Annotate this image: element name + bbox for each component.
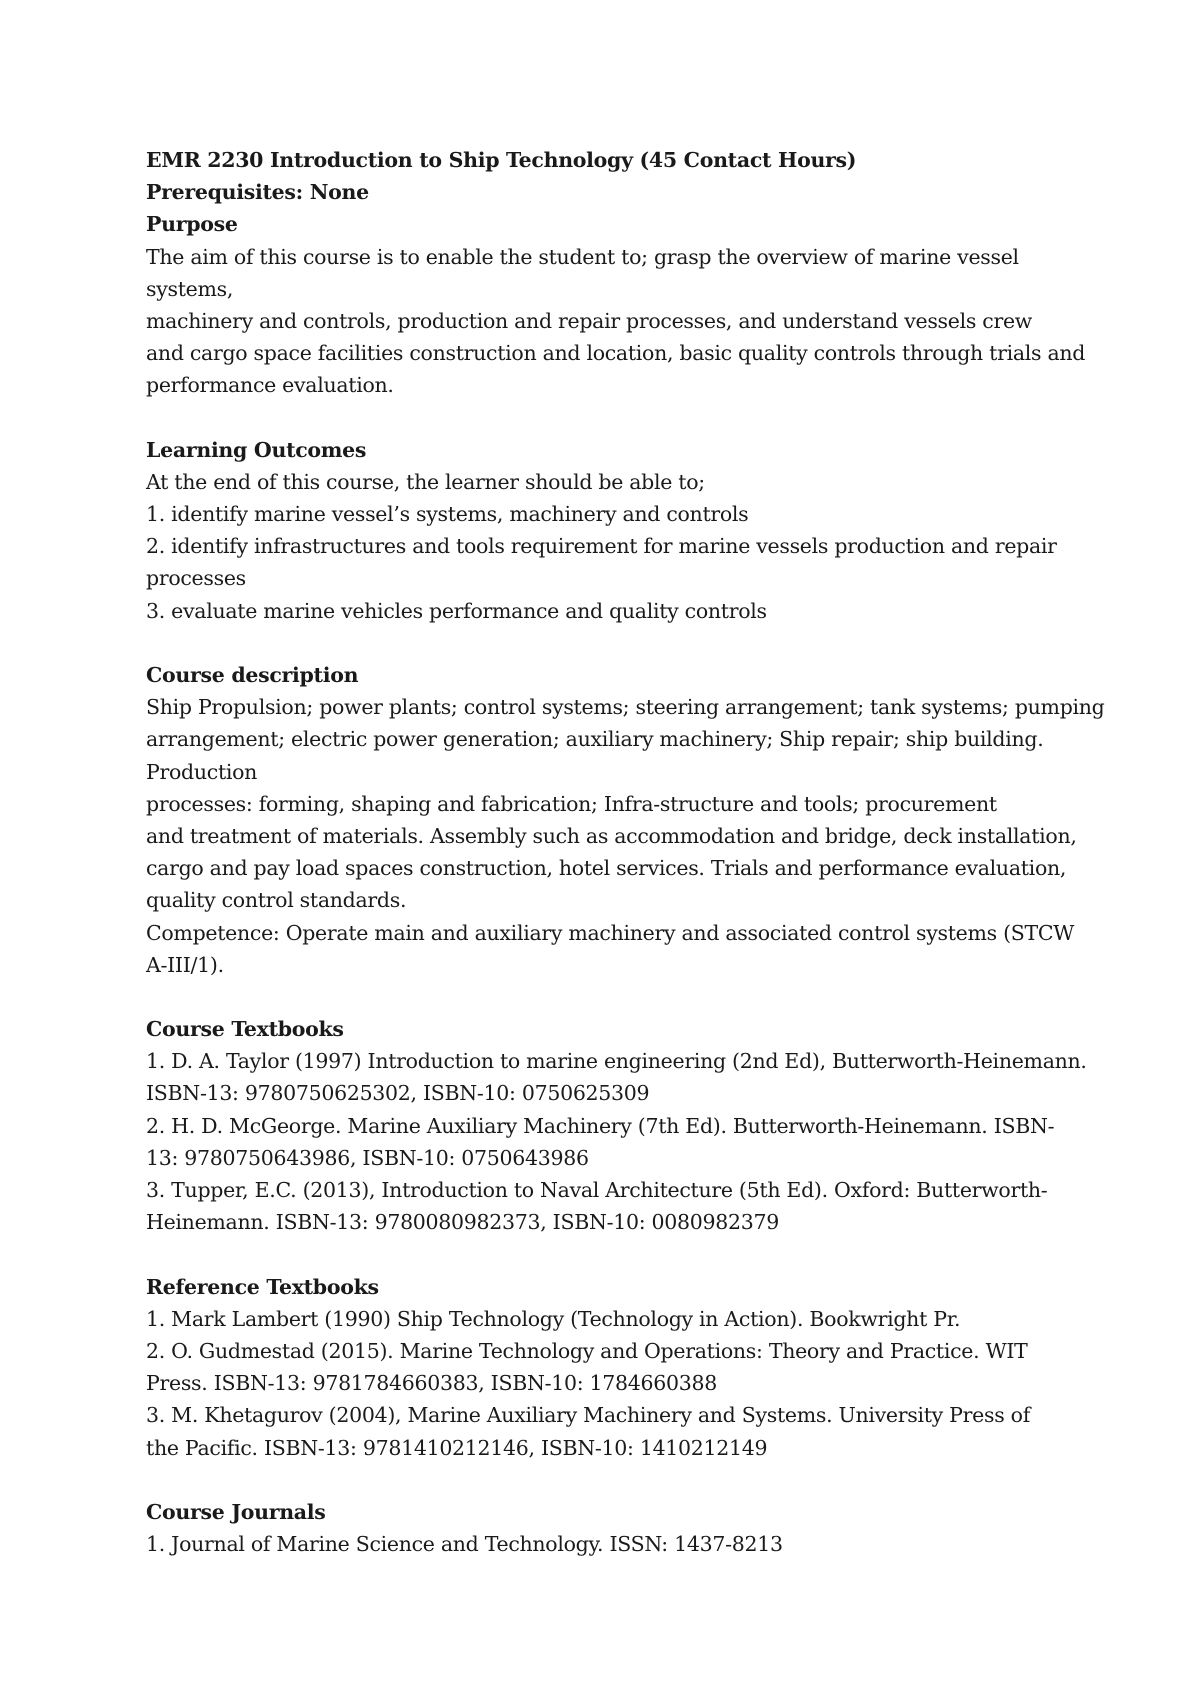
course-textbooks-line: 3. Tupper, E.C. (2013), Introduction to Naval Architecture (5th Ed). Oxford: Butterworth- — [146, 1178, 1048, 1202]
course-journals-heading: Course Journals — [146, 1499, 326, 1524]
course-description-line: quality control standards. — [146, 888, 407, 913]
learning-outcomes-line: At the end of this course, the learner should be able to; — [146, 469, 705, 494]
course-textbooks-line: 2. H. D. McGeorge. Marine Auxiliary Machinery (7th Ed). Butterworth-Heinemann. ISBN- — [146, 1113, 1055, 1138]
prerequisites: Prerequisites: None — [146, 180, 369, 205]
course-textbooks-line: ISBN-13: 9780750625302, ISBN-10: 0750625309 — [146, 1081, 650, 1106]
purpose-heading: Purpose — [146, 212, 238, 237]
course-textbooks-line: 13: 9780750643986, ISBN-10: 0750643986 — [146, 1145, 589, 1170]
reference-textbooks-line: 2. O. Gudmestad (2015). Marine Technology and Operations: Theory and Practice. WIT — [146, 1338, 1028, 1363]
learning-outcomes-line: 3. evaluate marine vehicles performance and quality controls — [146, 598, 767, 623]
course-description-line: A-III/1). — [146, 952, 224, 977]
course-description-line: Production — [146, 759, 258, 784]
purpose-line: and cargo space facilities construction and location, basic quality controls through trials and — [146, 341, 1086, 366]
section-spacer — [146, 627, 1076, 659]
learning-outcomes-line: processes — [146, 566, 246, 591]
reference-textbooks-line: 1. Mark Lambert (1990) Ship Technology (Technology in Action). Bookwright Pr. — [146, 1306, 961, 1331]
course-description-line: Competence: Operate main and auxiliary machinery and associated control systems (STCW — [146, 920, 1075, 945]
learning-outcomes-line: 1. identify marine vessel’s systems, machinery and controls — [146, 502, 749, 527]
course-title: EMR 2230 Introduction to Ship Technology (45 Contact Hours) — [146, 148, 857, 172]
course-textbooks-heading: Course Textbooks — [146, 1017, 344, 1042]
section-spacer — [146, 981, 1076, 1013]
purpose-line: machinery and controls, production and repair processes, and understand vessels crew — [146, 308, 1033, 333]
course-outline — [146, 144, 1105, 1560]
course-description-line: processes: forming, shaping and fabrication; Infra-structure and tools; procurement — [146, 791, 997, 816]
course-journals-line: 1. Journal of Marine Science and Technology. ISSN: 1437-8213 — [146, 1532, 783, 1557]
course-description-line: arrangement; electric power generation; auxiliary machinery; Ship repair; ship building. — [146, 727, 1044, 752]
learning-outcomes-line: 2. identify infrastructures and tools requirement for marine vessels production and repair — [146, 534, 1057, 559]
course-description-line: and treatment of materials. Assembly such as accommodation and bridge, deck installation, — [146, 823, 1077, 848]
reference-textbooks-line: the Pacific. ISBN-13: 9781410212146, ISBN-10: 1410212149 — [146, 1435, 768, 1460]
course-description-heading: Course description — [146, 663, 359, 687]
section-spacer — [146, 1238, 1076, 1270]
purpose-line: systems, — [146, 276, 234, 301]
course-description-line: cargo and pay load spaces construction, hotel services. Trials and performance evaluation, — [146, 856, 1067, 881]
section-spacer — [146, 402, 1076, 434]
purpose-line: performance evaluation. — [146, 373, 394, 398]
course-textbooks-line: Heinemann. ISBN-13: 9780080982373, ISBN-10: 0080982379 — [146, 1210, 779, 1235]
learning-outcomes-heading: Learning Outcomes — [146, 437, 367, 462]
course-description-line: Ship Propulsion; power plants; control systems; steering arrangement; tank systems; pumping — [146, 695, 1105, 720]
purpose-line: The aim of this course is to enable the student to; grasp the overview of marine vessel — [146, 244, 1019, 269]
reference-textbooks-heading: Reference Textbooks — [146, 1274, 379, 1299]
reference-textbooks-line: Press. ISBN-13: 9781784660383, ISBN-10: 1784660388 — [146, 1371, 717, 1396]
section-spacer — [146, 1464, 1076, 1496]
reference-textbooks-line: 3. M. Khetagurov (2004), Marine Auxiliary Machinery and Systems. University Press of — [146, 1403, 1030, 1428]
course-textbooks-line: 1. D. A. Taylor (1997) Introduction to marine engineering (2nd Ed), Butterworth-Heinemann. — [146, 1049, 1087, 1074]
